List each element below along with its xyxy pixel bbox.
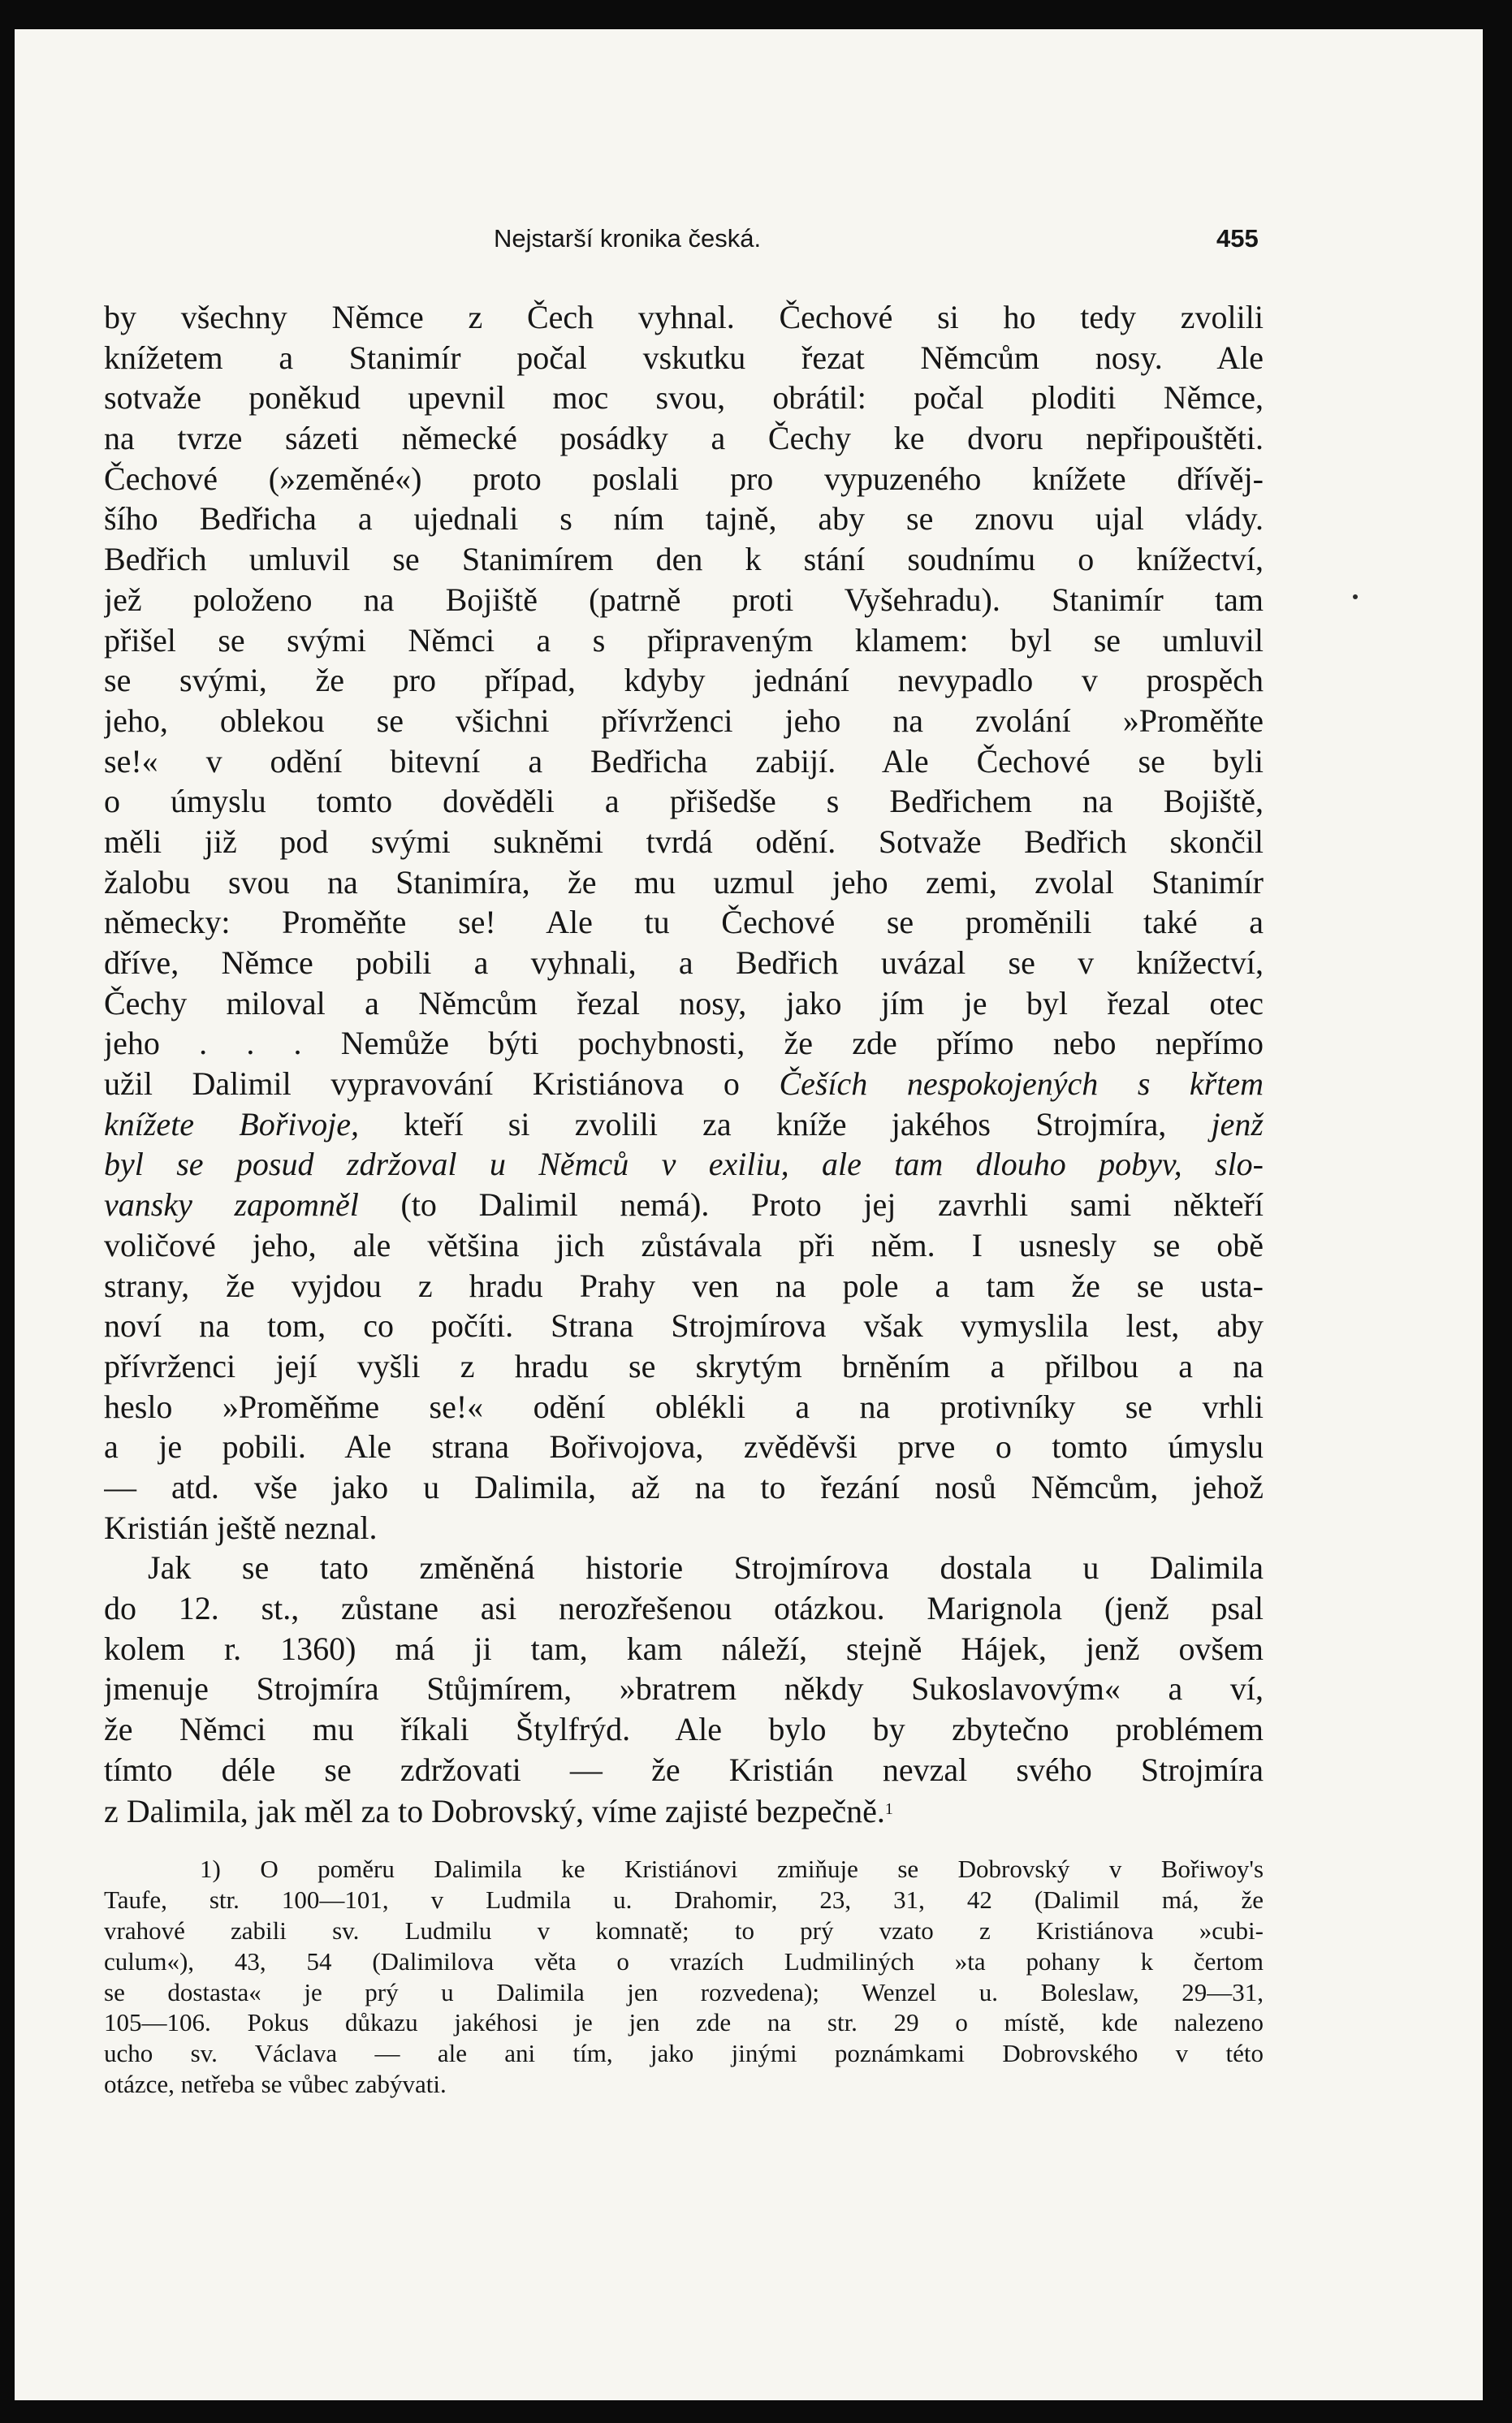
footnote-line: Taufe, str. 100—101, v Ludmila u. Drahomir, 23, 31, 42 (Dalimil má, že [104, 1885, 1264, 1914]
italic-text-segment: Češích nespokojených s křtem [779, 1065, 1264, 1103]
footnote-reference: 1 [884, 1800, 893, 1819]
text-segment: kteří si zvolili za kníže jakéhos Strojmíra, [359, 1105, 1212, 1142]
footnote-line: culum«), 43, 54 (Dalimilova věta o vrazích Ludmiliných »ta pohany k čertom [104, 1946, 1264, 1976]
italic-text-segment: jenž [1211, 1105, 1264, 1142]
footnote-line: se dostasta« je prý u Dalimila jen rozvedena); Wenzel u. Boleslaw, 29—31, [104, 1977, 1264, 2006]
book-page [15, 29, 1483, 2400]
paragraph-end-line: Kristián ještě neznal. [104, 1509, 378, 1546]
text-line: jež položeno na Bojiště (patrně proti Vyšehradu). Stanimír tam [104, 581, 1264, 618]
footnote-line: vrahové zabili sv. Ludmilu v komnatě; to prý vzato z Kristiánova »cubi- [104, 1916, 1264, 1945]
paragraph-first-line: Jak se tato změněná historie Strojmírova dostala u Dalimila [148, 1549, 1264, 1587]
text-line: Čechové (»zeměné«) proto poslali pro vypuzeného knížete dřívěj- [104, 460, 1264, 497]
text-line: přišel se svými Němci a s připraveným klamem: byl se umluvil [104, 621, 1264, 659]
text-line: Čechy miloval a Němcům řezal nosy, jako jím je byl řezal otec [104, 984, 1264, 1021]
footnote-line: 105—106. Pokus důkazu jakéhosi je jen zde na str. 29 o místě, kde nalezeno [104, 2008, 1264, 2037]
text-line: přívrženci její vyšli z hradu se skrytým brněním a přilbou a na [104, 1347, 1264, 1384]
text-line: do 12. st., zůstane asi nerozřešenou otázkou. Marignola (jenž psal [104, 1590, 1264, 1626]
text-segment: (to Dalimil nemá). Proto jej zavrhli sami někteří [358, 1186, 1264, 1224]
footnote-first-line [104, 1854, 1264, 1885]
footnote-line: ucho sv. Václava — ale ani tím, jako jinými poznámkami Dobrovského v této [104, 2039, 1264, 2068]
text-segment: z Dalimila, jak měl za to Dobrovský, víme zajisté bezpečně. [104, 1793, 885, 1830]
text-line [104, 1104, 1264, 1145]
text-line: tímto déle se zdržovati — že Kristián nevzal svého Strojmíra [104, 1751, 1264, 1788]
text-line [104, 1185, 1264, 1225]
text-line: na tvrze sázeti německé posádky a Čechy ke dvoru nepřipouštěti. [104, 420, 1264, 457]
text-segment: užil Dalimil vypravování Kristiánova o [104, 1065, 780, 1103]
footnotes [104, 1854, 1264, 2100]
italic-text-line: byl se posud zdržoval u Němců v exiliu, ale tam dlouho pobyv, slo- [104, 1146, 1264, 1183]
text-line: noví na tom, co počíti. Strana Strojmírova však vymyslila lest, aby [104, 1307, 1264, 1345]
text-line: o úmyslu tomto dověděli a přišedše s Bedřichem na Bojiště, [104, 783, 1264, 820]
footnote-text: O poměru Dalimila ke Kristiánovi zmiňuje se Dobrovský v Bořiwoy's [260, 1855, 1264, 1883]
text-line: a je pobili. Ale strana Bořivojova, zvěděvši prve o tomto úmyslu [104, 1428, 1264, 1466]
text-line: kolem r. 1360) má ji tam, kam náleží, stejně Hájek, jenž ovšem [104, 1630, 1264, 1667]
footnote-marker: 1) [200, 1855, 221, 1883]
running-header [15, 224, 1483, 265]
scan-speck [1353, 594, 1358, 599]
text-line: německy: Proměňte se! Ale tu Čechové se proměnili také a [104, 904, 1264, 941]
text-line: voličové jeho, ale většina jich zůstávala při něm. I usnesly se obě [104, 1226, 1264, 1263]
text-line: šího Bedřicha a ujednali s ním tajně, aby se znovu ujal vlády. [104, 500, 1264, 538]
text-line: jeho . . . Nemůže býti pochybnosti, že zde přímo nebo nepřímo [104, 1025, 1264, 1062]
text-line: Bedřich umluvil se Stanimírem den k stání soudnímu o knížectví, [104, 541, 1264, 578]
text-line: měli již pod svými sukněmi tvrdá odění. Sotvaže Bedřich skončil [104, 823, 1264, 860]
italic-text-segment: knížete Bořivoje, [104, 1105, 360, 1142]
text-line: jeho, oblekou se všichni přívrženci jeho na zvolání »Proměňte [104, 702, 1264, 739]
text-line [104, 1790, 1264, 1830]
text-line: žalobu svou na Stanimíra, že mu uzmul jeho zemi, zvolal Stanimír [104, 863, 1264, 901]
text-line [104, 1064, 1264, 1104]
text-line: jmenuje Strojmíra Stůjmírem, »bratrem někdy Sukoslavovým« a ví, [104, 1670, 1264, 1708]
page-number: 455 [1216, 224, 1259, 253]
text-line: dříve, Němce pobili a vyhnali, a Bedřich uvázal se v knížectví, [104, 944, 1264, 981]
italic-text-segment: vansky zapomněl [104, 1186, 359, 1224]
text-line: se svými, že pro případ, kdyby jednání nevypadlo v prospěch [104, 662, 1264, 699]
running-title: Nejstarší kronika česká. [494, 224, 762, 253]
text-line: že Němci mu říkali Štylfrýd. Ale bylo by zbytečno problémem [104, 1711, 1264, 1748]
text-line: se!« v odění bitevní a Bedřicha zabijí. Ale Čechové se byli [104, 742, 1264, 780]
text-line: strany, že vyjdou z hradu Prahy ven na pole a tam že se usta- [104, 1267, 1264, 1304]
text-line: knížetem a Stanimír počal vskutku řezat Němcům nosy. Ale [104, 339, 1264, 376]
text-line: — atd. vše jako u Dalimila, až na to řezání nosů Němcům, jehož [104, 1468, 1264, 1505]
text-line: by všechny Němce z Čech vyhnal. Čechové si ho tedy zvolili [104, 299, 1264, 335]
main-text [104, 297, 1264, 1830]
footnote-line: otázce, netřeba se vůbec zabývati. [104, 2070, 447, 2099]
text-line: sotvaže poněkud upevnil moc svou, obrátil: počal ploditi Němce, [104, 379, 1264, 417]
text-line: heslo »Proměňme se!« odění oblékli a na protivníky se vrhli [104, 1388, 1264, 1425]
